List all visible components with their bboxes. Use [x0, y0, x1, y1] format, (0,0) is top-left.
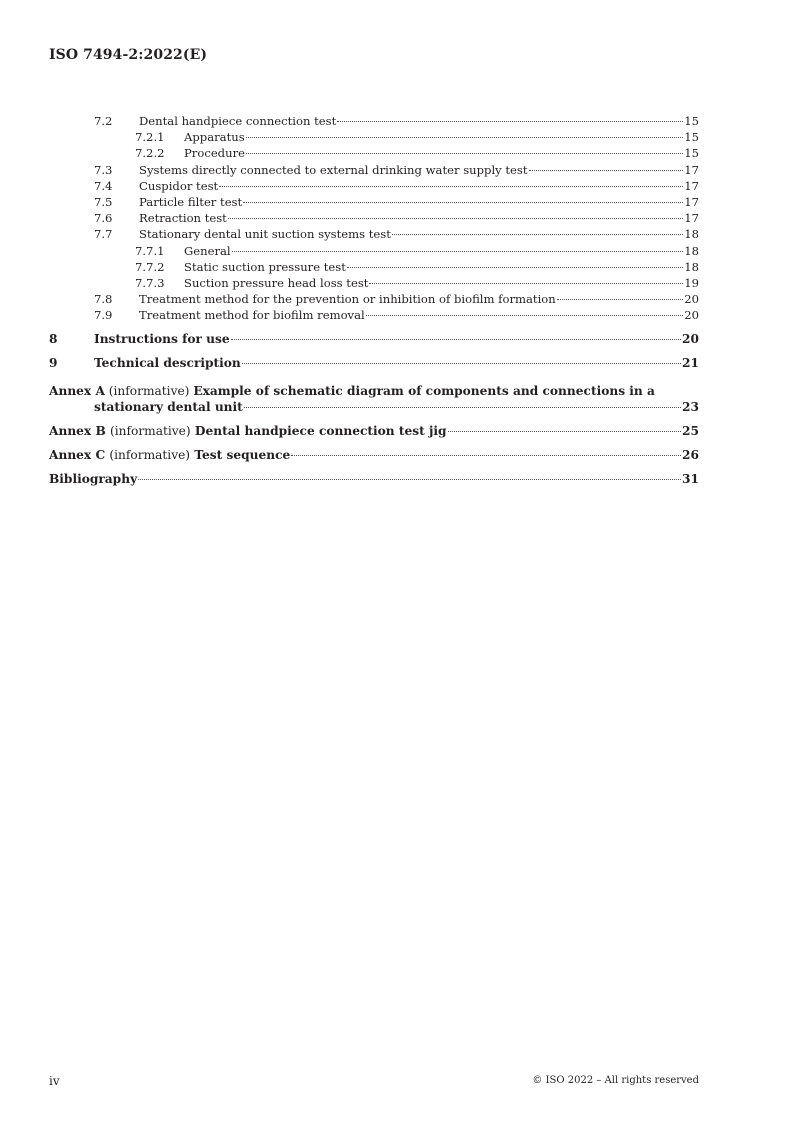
dot-leader	[557, 299, 684, 300]
toc-entry-page[interactable]: 25	[682, 424, 699, 439]
toc-entry-number: 7.7.1	[135, 243, 165, 258]
toc-entry-7-2-1[interactable]	[49, 129, 699, 145]
toc-entry-9[interactable]	[49, 351, 699, 375]
dot-leader	[242, 363, 681, 364]
dot-leader	[219, 186, 683, 187]
toc-entry-title[interactable]: Treatment method for the prevention or inhibition of biofilm formation	[139, 292, 556, 307]
dot-leader	[246, 153, 683, 154]
toc-entry-7-3[interactable]	[49, 162, 699, 178]
toc-entry-title[interactable]: Systems directly connected to external drinking water supply test	[139, 162, 528, 177]
annex-title-continued[interactable]: stationary dental unit	[94, 400, 243, 415]
toc-entry-title[interactable]: Technical description	[94, 356, 241, 371]
toc-annex-c[interactable]	[49, 447, 699, 463]
toc-entry-title[interactable]: Stationary dental unit suction systems test	[139, 227, 391, 242]
toc-bibliography[interactable]	[49, 471, 699, 487]
annex-label: Annex C	[49, 448, 106, 463]
toc-entry-number: 7.7	[94, 227, 113, 242]
dot-leader	[244, 407, 681, 408]
page-number: iv	[49, 1074, 60, 1088]
toc-entry-page[interactable]: 17	[684, 178, 699, 193]
toc-entry-title[interactable]: General	[184, 243, 231, 258]
annex-informative: (informative)	[109, 448, 191, 463]
document-identifier: ISO 7494-2:2022(E)	[49, 47, 208, 63]
toc-entry-page[interactable]: 15	[684, 146, 699, 161]
copyright-notice: © ISO 2022 – All rights reserved	[532, 1075, 699, 1086]
toc-entry-7-7-2[interactable]	[49, 259, 699, 275]
toc-entry-page[interactable]: 18	[684, 227, 699, 242]
toc-entry-7-6[interactable]	[49, 210, 699, 226]
toc-entry-7-8[interactable]	[49, 291, 699, 307]
toc-entry-7-2[interactable]	[49, 113, 699, 129]
toc-annex-b[interactable]	[49, 423, 699, 439]
dot-leader	[337, 121, 683, 122]
table-of-contents	[49, 113, 699, 487]
dot-leader	[231, 339, 681, 340]
toc-entry-number: 7.7.3	[135, 275, 165, 290]
toc-entry-title[interactable]: Treatment method for biofilm removal	[139, 308, 365, 323]
toc-entry-page[interactable]: 17	[684, 211, 699, 226]
dot-leader	[232, 251, 684, 252]
bibliography-title[interactable]: Bibliography	[49, 472, 138, 487]
dot-leader	[529, 170, 684, 171]
annex-title[interactable]: Test sequence	[194, 448, 291, 463]
toc-entry-number: 9	[49, 356, 58, 371]
toc-entry-page[interactable]: 18	[684, 259, 699, 274]
toc-entry-7-4[interactable]	[49, 178, 699, 194]
toc-entry-7-9[interactable]	[49, 307, 699, 323]
dot-leader	[228, 218, 683, 219]
toc-entry-7-7-3[interactable]	[49, 275, 699, 291]
annex-informative: (informative)	[108, 384, 190, 399]
toc-entry-title[interactable]: Cuspidor test	[139, 178, 219, 193]
toc-entry-page[interactable]: 17	[684, 194, 699, 209]
toc-entry-title[interactable]: Apparatus	[184, 130, 245, 145]
toc-entry-title[interactable]: Retraction test	[139, 211, 227, 226]
dot-leader	[392, 234, 683, 235]
toc-entry-number: 7.2.1	[135, 130, 165, 145]
toc-entry-page[interactable]: 20	[684, 292, 699, 307]
dot-leader	[347, 267, 683, 268]
toc-annex-a[interactable]	[49, 383, 699, 415]
dot-leader	[246, 137, 684, 138]
toc-entry-number: 7.2.2	[135, 146, 165, 161]
toc-entry-page[interactable]: 15	[684, 130, 699, 145]
toc-entry-page[interactable]: 20	[684, 308, 699, 323]
dot-leader	[291, 455, 681, 456]
toc-entry-number: 7.2	[94, 114, 113, 128]
toc-entry-number: 7.5	[94, 194, 113, 209]
toc-entry-page[interactable]: 15	[684, 114, 699, 128]
toc-entry-number: 7.6	[94, 211, 113, 226]
toc-entry-8[interactable]	[49, 327, 699, 351]
toc-entry-page[interactable]: 26	[682, 448, 699, 463]
toc-entry-page[interactable]: 18	[684, 243, 699, 258]
toc-entry-title[interactable]: Instructions for use	[94, 332, 230, 347]
toc-entry-title[interactable]: Suction pressure head loss test	[184, 275, 369, 290]
dot-leader	[243, 202, 683, 203]
toc-entry-title[interactable]: Dental handpiece connection test	[139, 114, 337, 128]
toc-entry-7-2-2[interactable]	[49, 145, 699, 161]
dot-leader	[138, 479, 681, 480]
toc-entry-page[interactable]: 19	[684, 275, 699, 290]
annex-label: Annex A	[49, 384, 105, 399]
toc-entry-7-5[interactable]	[49, 194, 699, 210]
toc-entry-page[interactable]: 21	[682, 356, 699, 371]
dot-leader	[369, 283, 683, 284]
dot-leader	[366, 315, 684, 316]
toc-entry-title[interactable]: Static suction pressure test	[184, 259, 346, 274]
toc-entry-page[interactable]: 31	[682, 472, 699, 487]
toc-entry-title[interactable]: Procedure	[184, 146, 245, 161]
annex-title[interactable]: Example of schematic diagram of components and connections in a	[193, 384, 655, 399]
toc-entry-7-7-1[interactable]	[49, 243, 699, 259]
annex-title[interactable]: Dental handpiece connection test jig	[194, 424, 447, 439]
dot-leader	[448, 431, 681, 432]
annex-label: Annex B	[49, 424, 106, 439]
toc-entry-number: 7.8	[94, 292, 113, 307]
toc-entry-number: 7.7.2	[135, 259, 165, 274]
toc-entry-page[interactable]: 20	[682, 332, 699, 347]
toc-entry-number: 7.9	[94, 308, 113, 323]
toc-entry-page[interactable]: 17	[684, 162, 699, 177]
toc-entry-number: 8	[49, 332, 58, 347]
toc-entry-title[interactable]: Particle filter test	[139, 194, 243, 209]
toc-entry-number: 7.3	[94, 162, 113, 177]
toc-entry-page[interactable]: 23	[682, 400, 699, 415]
toc-entry-7-7[interactable]	[49, 226, 699, 242]
toc-entry-number: 7.4	[94, 178, 113, 193]
annex-informative: (informative)	[110, 424, 191, 439]
